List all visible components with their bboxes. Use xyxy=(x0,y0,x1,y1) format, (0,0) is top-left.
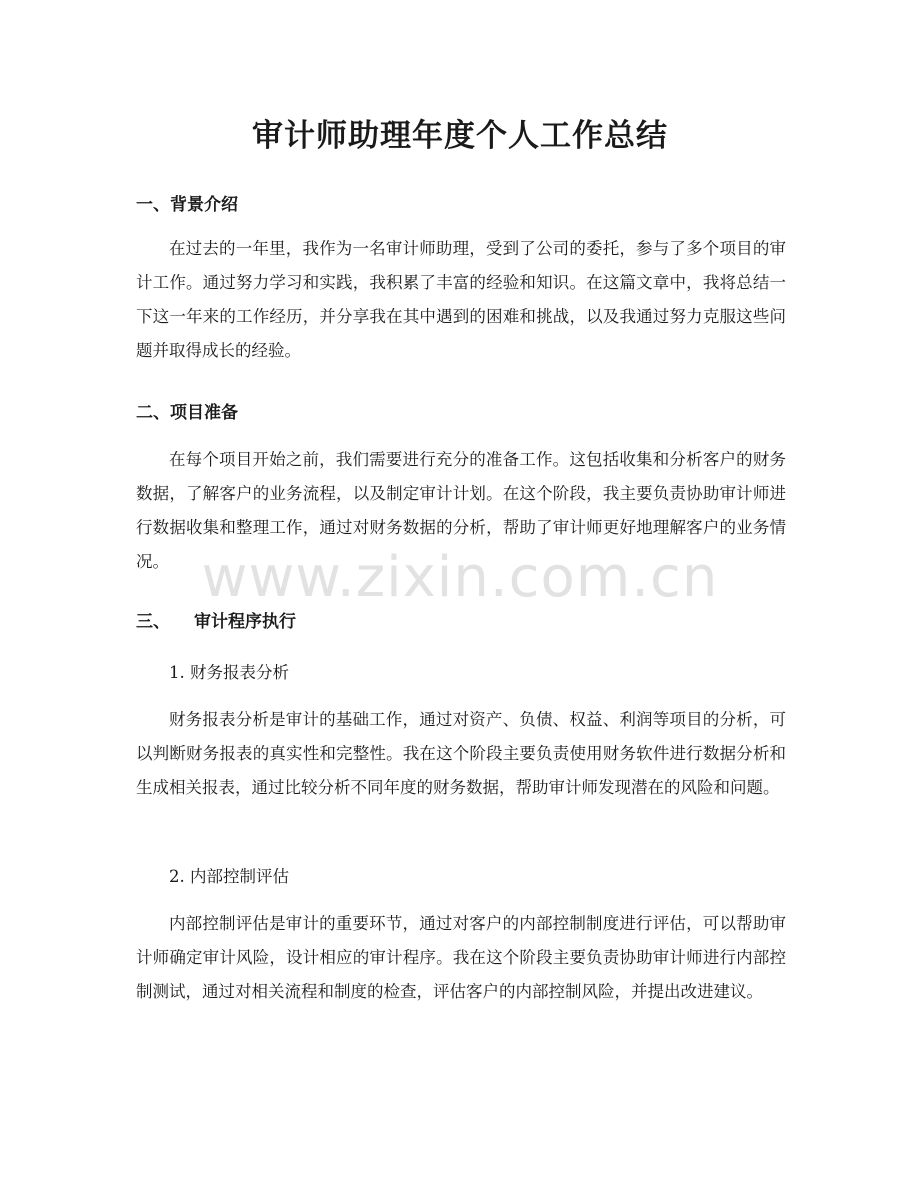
section-heading-background: 一、背景介绍 xyxy=(136,195,238,215)
section-heading-audit-execution xyxy=(136,607,296,632)
section-number: 三、 xyxy=(136,612,170,632)
subitem-label-financial-analysis: 1. 财务报表分析 xyxy=(169,663,289,682)
section-heading-project-preparation: 二、项目准备 xyxy=(136,403,238,423)
paragraph-project-preparation: 在每个项目开始之前，我们需要进行充分的准备工作。这包括收集和分析客户的财务数据，了解客户的业务流程，以及制定审计计划。在这个阶段，我主要负责协助审计师进行数据收集和整理工作，通过对财务数据的分析，帮助了审计师更好地理解客户的业务情况。 xyxy=(136,450,786,571)
paragraph-financial-analysis: 财务报表分析是审计的基础工作，通过对资产、负债、权益、利润等项目的分析，可以判断财务报表的真实性和完整性。我在这个阶段主要负责使用财务软件进行数据分析和生成相关报表，通过比较分析不同年度的财务数据，帮助审计师发现潜在的风险和问题。 xyxy=(136,710,786,797)
document-title: 审计师助理年度个人工作总结 xyxy=(252,118,668,154)
subitem-label-internal-control: 2. 内部控制评估 xyxy=(169,867,289,886)
paragraph-internal-control: 内部控制评估是审计的重要环节，通过对客户的内部控制制度进行评估，可以帮助审计师确定审计风险，设计相应的审计程序。我在这个阶段主要负责协助审计师进行内部控制测试，通过对相关流程和制度的检查，评估客户的内部控制风险，并提出改进建议。 xyxy=(136,914,786,1001)
paragraph-background: 在过去的一年里，我作为一名审计师助理，受到了公司的委托，参与了多个项目的审计工作。通过努力学习和实践，我积累了丰富的经验和知识。在这篇文章中，我将总结一下这一年来的工作经历，并分享我在其中遇到的困难和挑战，以及我通过努力克服这些问题并取得成长的经验。 xyxy=(136,239,786,360)
section-heading-text: 审计程序执行 xyxy=(194,612,296,632)
watermark: www.zixin.com.cn xyxy=(201,545,719,610)
